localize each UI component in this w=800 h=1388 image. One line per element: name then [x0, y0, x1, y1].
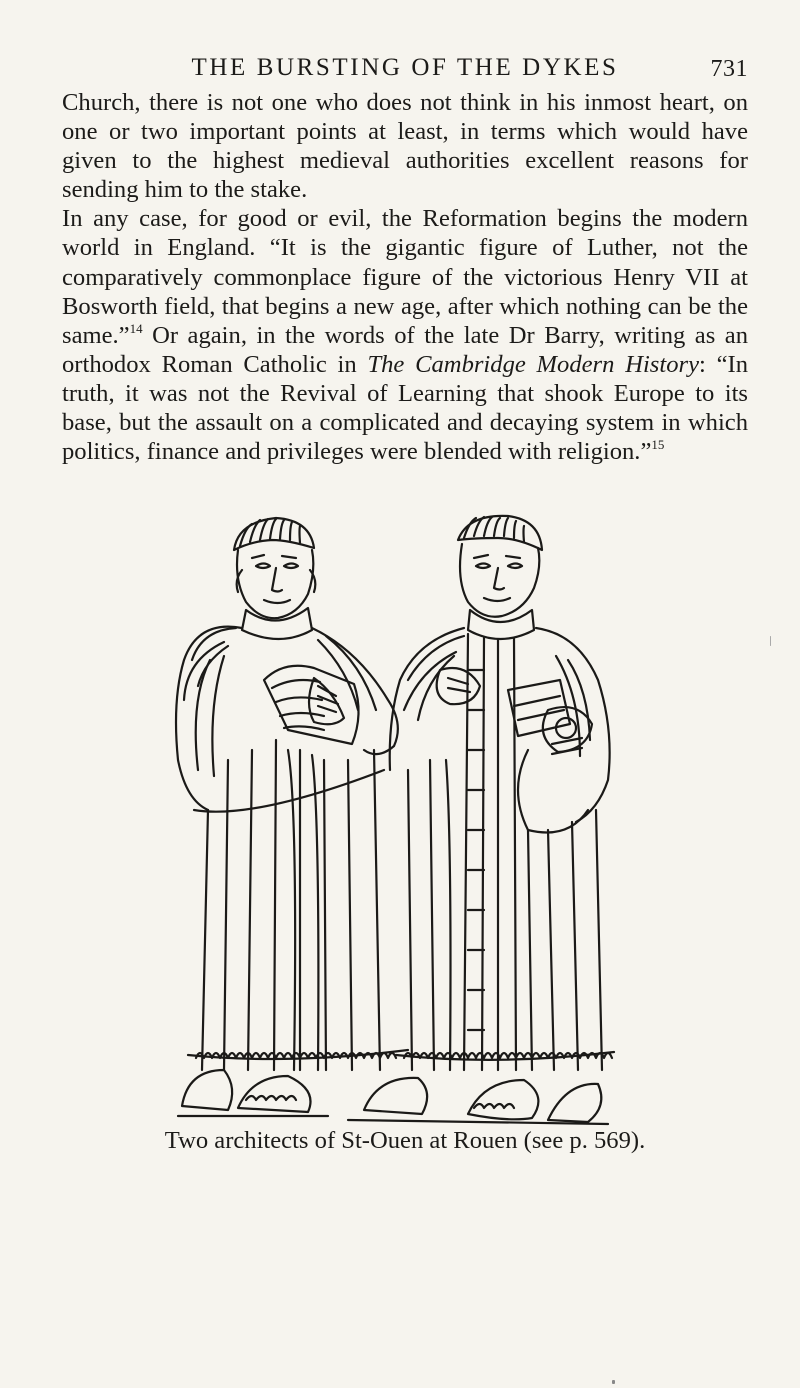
right-robe — [408, 760, 602, 1070]
woodcut-illustration — [168, 510, 618, 1130]
figure-caption: Two architects of St-Ouen at Rouen (see p. 569). — [164, 1127, 646, 1154]
left-head — [237, 550, 313, 618]
left-shoulder — [176, 627, 242, 810]
right-hand-left — [437, 668, 480, 704]
paragraph-1 — [62, 88, 748, 204]
left-foot-2 — [238, 1076, 311, 1112]
right-head — [460, 544, 539, 617]
paragraph-2 — [62, 204, 748, 466]
right-shoulder-right — [536, 628, 610, 822]
left-collar — [242, 608, 312, 639]
paragraph-1-text: Church, there is not one who does not think in his inmost heart, on one or two important points at least, in terms which would have given to the highest medieval authorities excellent reasons for sending him to the stake. — [62, 89, 748, 204]
right-cap — [458, 516, 542, 550]
right-foot-2 — [468, 1080, 538, 1119]
paragraph-2-text-part-1: In any case, for good or evil, the Reformation begins the modern world in England. “It is the gigantic figure of Luther, not the comparatively commonplace figure of the victorious Henry VII at Bosworth field, that begins a new age, after which nothing can be the same.” — [62, 205, 748, 349]
right-foot-1 — [364, 1078, 427, 1114]
paragraph-2-text-part-2: Or again, in the words of the late Dr Barry, writing as an orthodox Roman Catholic in — [62, 321, 748, 378]
paragraph-2-text-part-3: : “In truth, it was not the Revival of Learning that shook Europe to its base, but the assault on a complicated and decaying system in which politics, finance and privileges were blended with religion.” — [62, 350, 748, 466]
body-text — [62, 88, 748, 466]
running-title: THE BURSTING OF THE DYKES — [191, 54, 619, 81]
footnote-ref-15: 15 — [651, 436, 665, 452]
left-book — [264, 666, 359, 744]
woodcut-figure — [168, 510, 618, 1130]
right-collar — [468, 610, 534, 639]
print-speck — [612, 1380, 615, 1384]
footnote-ref-14: 14 — [129, 320, 143, 336]
left-foot-1 — [182, 1070, 232, 1110]
running-head — [62, 50, 748, 90]
right-shoulder-left — [390, 628, 464, 770]
book-title: The Cambridge Modern History — [367, 350, 699, 378]
left-hand — [309, 678, 344, 724]
print-speck — [770, 636, 771, 646]
page-number: 731 — [710, 56, 748, 82]
right-foot-3 — [548, 1084, 601, 1122]
